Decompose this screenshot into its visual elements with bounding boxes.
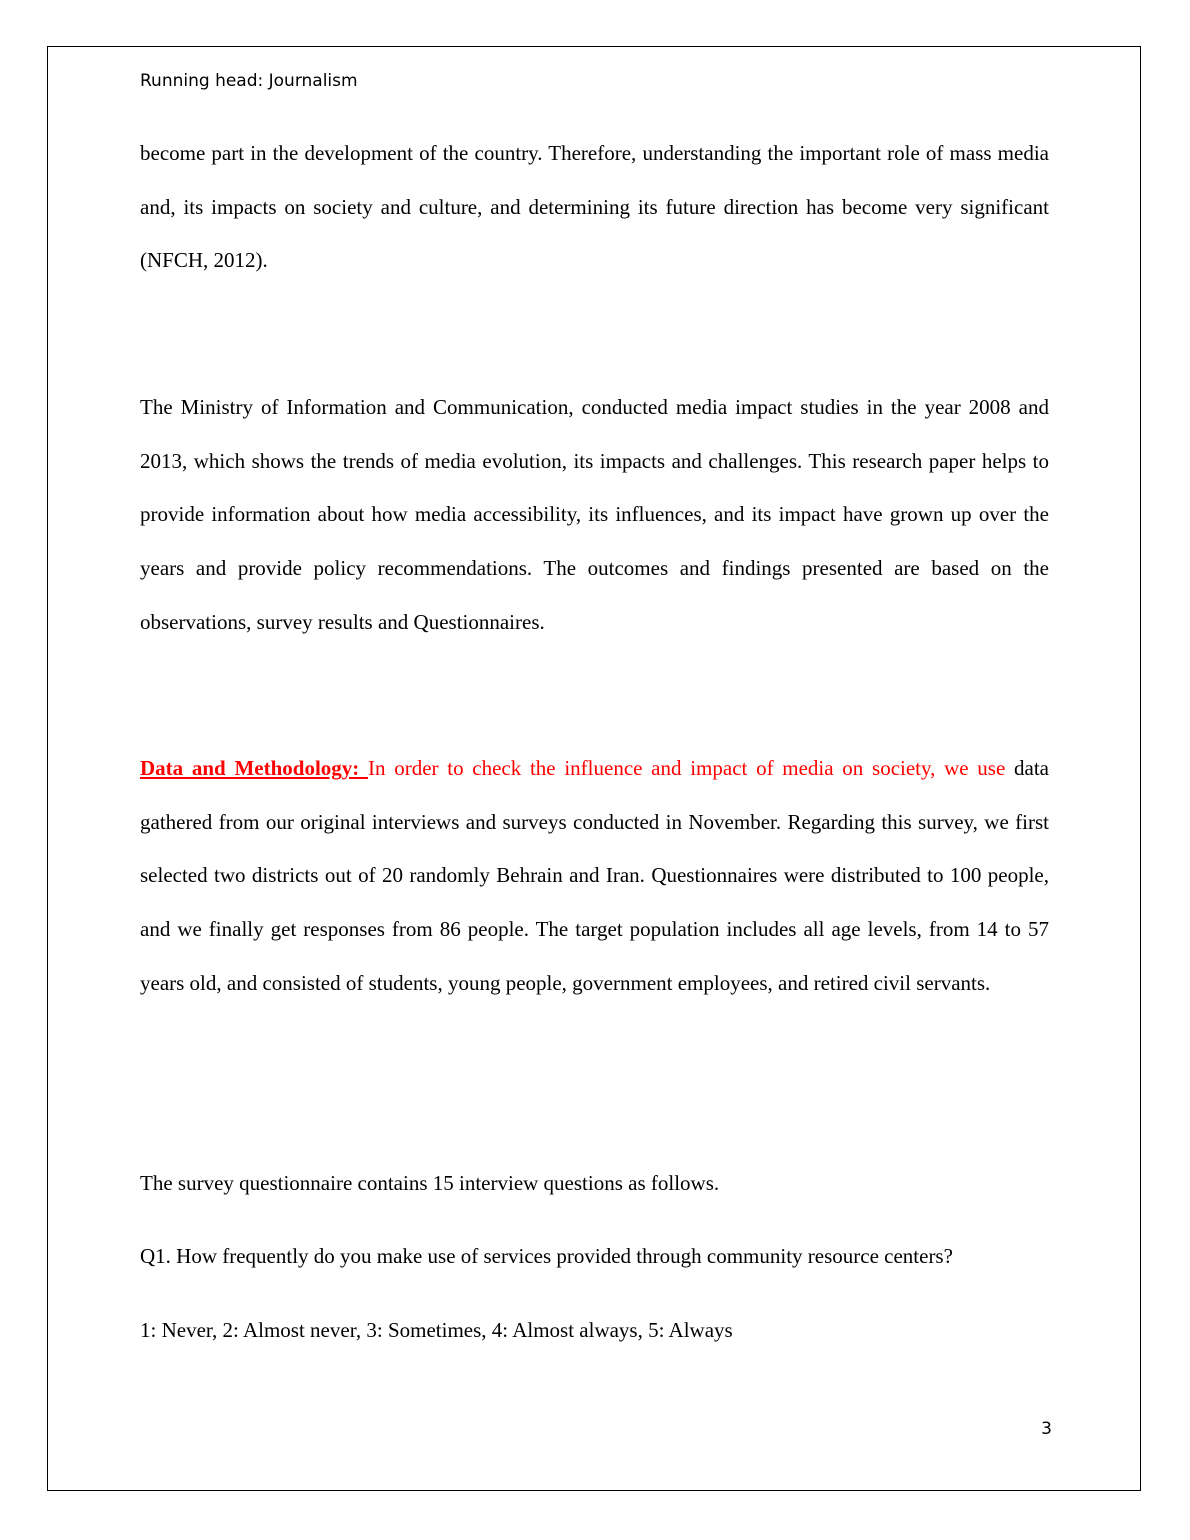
question-1-scale: 1: Never, 2: Almost never, 3: Sometimes, 4: Almost always, 5: Always [140, 1318, 733, 1342]
methodology-body-text: data gathered from our original interviews and surveys conducted in November. Regarding this survey, we first selected two districts out of 20 randomly Behrain and Iran. Questionnaires were distributed to 100 people, and we finally get responses from 86 people. The target population includes all age levels, from 14 to 57 years old, and consisted of students, young people, government employees, and retired civil servants. [140, 756, 1050, 995]
running-head: Running head: Journalism [140, 71, 358, 91]
page-number: 3 [1041, 1419, 1052, 1439]
section-heading-data-methodology: Data and Methodology: [140, 756, 368, 780]
question-1: Q1. How frequently do you make use of services provided through community resource centers? [140, 1244, 953, 1268]
highlighted-text: In order to check the influence and impact of media on society, we use [368, 756, 1006, 780]
paragraph-data-methodology [140, 742, 1049, 1011]
paragraph-questionnaire-intro: The survey questionnaire contains 15 interview questions as follows. [140, 1171, 720, 1195]
paragraph-ministry-studies: The Ministry of Information and Communication, conducted media impact studies in the year 2008 and 2013, which shows the trends of media evolution, its impacts and challenges. This research paper helps to provide information about how media accessibility, its influences, and its impact have grown up over the years and provide policy recommendations. The outcomes and findings presented are based on the observations, survey results and Questionnaires. [140, 395, 1049, 634]
paragraph-intro-continuation: become part in the development of the country. Therefore, understanding the important role of mass media and, its impacts on society and culture, and determining its future direction has become very significant (NFCH, 2012). [140, 141, 1049, 273]
